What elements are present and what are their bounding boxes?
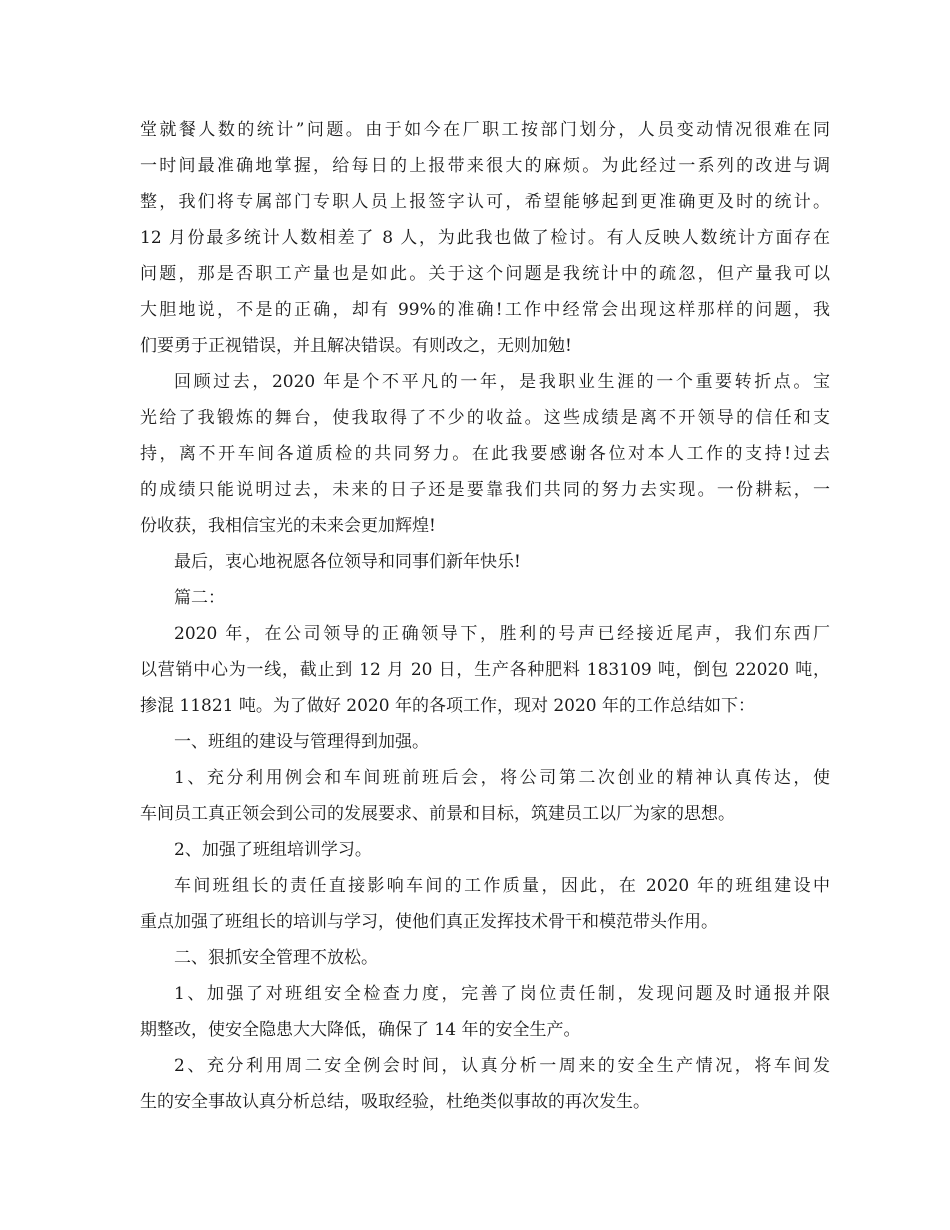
paragraph-first-line: 2、充分利用周二安全例会时间，认真分析一周来的安全生产情况，将车间发 — [174, 1056, 830, 1076]
text-line: 掺混 11821 吨。为了做好 2020 年的各项工作，现对 2020 年的工作总结如下： — [140, 696, 756, 716]
text-line: 持，离不开车间各道质检的共同努力。在此我要感谢各位对本人工作的支持!过去 — [140, 444, 830, 464]
subheading: 一、班组的建设与管理得到加强。 — [174, 732, 429, 752]
paragraph-first-line: 1、充分利用例会和车间班前班后会，将公司第二次创业的精神认真传达，使 — [174, 768, 830, 788]
text-line: 堂就餐人数的统计”问题。由于如今在厂职工按部门划分，人员变动情况很难在同 — [140, 120, 830, 140]
subheading: 二、狠抓安全管理不放松。 — [174, 948, 378, 968]
paragraph-first-line: 回顾过去，2020 年是个不平凡的一年，是我职业生涯的一个重要转折点。宝 — [174, 372, 830, 392]
text-line: 期整改，使安全隐患大大降低，确保了 14 年的安全生产。 — [140, 1020, 581, 1040]
text-line: 重点加强了班组长的培训与学习，使他们真正发挥技术骨干和模范带头作用。 — [140, 912, 718, 932]
text-line: 大胆地说，不是的正确，却有 99%的准确!工作中经常会出现这样那样的问题，我 — [140, 300, 830, 320]
text-line: 们要勇于正视错误，并且解决错误。有则改之，无则加勉! — [140, 336, 572, 356]
paragraph-first-line: 1、加强了对班组安全检查力度，完善了岗位责任制，发现问题及时通报并限 — [174, 984, 830, 1004]
text-line: 12 月份最多统计人数相差了 8 人，为此我也做了检讨。有人反映人数统计方面存在 — [140, 228, 830, 248]
text-line: 光给了我锻炼的舞台，使我取得了不少的收益。这些成绩是离不开领导的信任和支 — [140, 408, 830, 428]
paragraph-first-line: 车间班组长的责任直接影响车间的工作质量，因此，在 2020 年的班组建设中 — [174, 876, 830, 896]
text-line: 一时间最准确地掌握，给每日的上报带来很大的麻烦。为此经过一系列的改进与调 — [140, 156, 830, 176]
text-line: 的成绩只能说明过去，未来的日子还是要靠我们共同的努力去实现。一份耕耘，一 — [140, 480, 830, 500]
subheading: 2、加强了班组培训学习。 — [174, 840, 372, 860]
text-line: 份收获，我相信宝光的未来会更加辉煌! — [140, 516, 436, 536]
text-line: 整，我们将专属部门专职人员上报签字认可，希望能够起到更准确更及时的统计。 — [140, 192, 830, 212]
paragraph-first-line: 2020 年，在公司领导的正确领导下，胜利的号声已经接近尾声，我们东西厂 — [174, 624, 830, 644]
text-line: 生的安全事故认真分析总结，吸取经验，杜绝类似事故的再次发生。 — [140, 1092, 650, 1112]
text-line: 以营销中心为一线，截止到 12 月 20 日，生产各种肥料 183109 吨，倒包 22020 吨， — [140, 660, 830, 680]
text-line: 问题，那是否职工产量也是如此。关于这个问题是我统计中的疏忽，但产量我可以 — [140, 264, 830, 284]
document-body — [140, 112, 830, 1120]
section-heading: 篇二： — [174, 588, 225, 608]
text-line: 车间员工真正领会到公司的发展要求、前景和目标，筑建员工以厂为家的思想。 — [140, 804, 735, 824]
paragraph-first-line: 最后，衷心地祝愿各位领导和同事们新年快乐! — [174, 552, 521, 572]
